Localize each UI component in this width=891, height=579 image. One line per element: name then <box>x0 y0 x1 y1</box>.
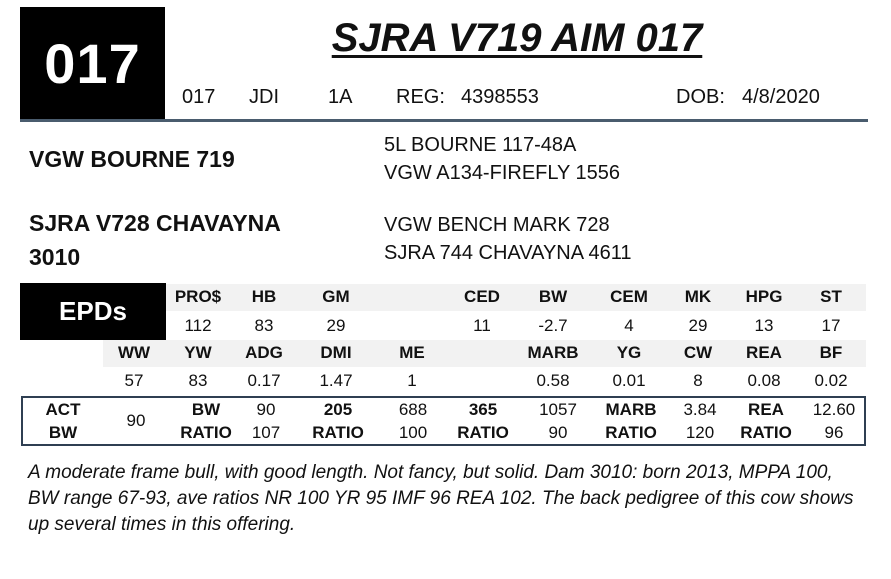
epd-value-hpg: 13 <box>754 316 774 335</box>
act-bw-value: 90 <box>126 411 146 430</box>
epd-header-ced: CED <box>464 287 500 306</box>
ww-ratio: 100 <box>398 423 428 442</box>
dam-name-line2: 3010 <box>29 244 81 270</box>
sire-sire: 5L BOURNE 117-48A <box>384 134 577 156</box>
herd-code: JDI <box>249 86 279 108</box>
ww-value: 688 <box>398 400 428 419</box>
rea-ratio: 96 <box>824 423 844 442</box>
ratio-word-3: RATIO <box>457 423 509 442</box>
epd-label: EPDs <box>20 283 166 340</box>
epd-value-mk: 29 <box>688 316 708 335</box>
epd-header-adg: ADG <box>245 343 283 362</box>
ratio-205-label: 205 <box>323 400 353 419</box>
ratio-word-5: RATIO <box>740 423 792 442</box>
actuals-box <box>21 396 866 446</box>
epd-header-me: ME <box>399 343 425 362</box>
animal-title: SJRA V719 AIM 017 <box>331 16 703 60</box>
dob-value: 4/8/2020 <box>742 86 820 108</box>
act-label: ACT <box>45 400 81 419</box>
dob-label: DOB: <box>676 86 725 108</box>
epd-value-pro: 112 <box>184 316 212 335</box>
epd-value-st: 17 <box>821 316 841 335</box>
epd-header-rea: REA <box>746 343 782 362</box>
ratio-word-1: RATIO <box>180 423 232 442</box>
dam-name-line1: SJRA V728 CHAVAYNA <box>29 210 281 236</box>
epd-header-bf: BF <box>819 343 843 362</box>
ratio-word-4: RATIO <box>605 423 657 442</box>
epd-header-cw: CW <box>683 343 713 362</box>
group-code: 1A <box>328 86 353 108</box>
epd-value-rea: 0.08 <box>747 371 781 390</box>
epd-header-pro: PRO$ <box>174 287 222 306</box>
epd-header-hpg: HPG <box>745 287 783 306</box>
comment-text: A moderate frame bull, with good length. Not fancy, but solid. Dam 3010: born 2013, MPPA 100, BW range 67-93, ave ratios NR 100 YR 95 IMF 96 REA 102. The back pedigree of this cow shows up several times in this offering. <box>28 462 854 535</box>
epd-header-mk: MK <box>684 287 712 306</box>
epd-header-yg: YG <box>616 343 642 362</box>
rea-value: 12.60 <box>812 400 856 419</box>
ratio-rea-label: REA <box>748 400 784 419</box>
reg-number: 4398553 <box>461 86 539 108</box>
bw-ratio: 107 <box>251 423 281 442</box>
epd-header-dmi: DMI <box>320 343 352 362</box>
ratio-marb-label: MARB <box>605 400 657 419</box>
epd-header-st: ST <box>820 287 842 306</box>
header-divider <box>20 119 868 122</box>
bw-value: 90 <box>256 400 276 419</box>
epd-header-yw: YW <box>184 343 212 362</box>
epd-header-marb: MARB <box>527 343 579 362</box>
dam-dam: SJRA 744 CHAVAYNA 4611 <box>384 242 632 264</box>
epd-value-yg: 0.01 <box>612 371 646 390</box>
epd-value-gm: 29 <box>326 316 346 335</box>
marb-value: 3.84 <box>683 400 717 419</box>
epd-value-me: 1 <box>407 371 417 390</box>
epd-header-bw: BW <box>538 287 568 306</box>
sire-name: VGW BOURNE 719 <box>29 146 235 172</box>
epd-value-bw: -2.7 <box>538 316 568 335</box>
act-bw-label: BW <box>48 423 78 442</box>
epd-value-bf: 0.02 <box>814 371 848 390</box>
epd-value-cem: 4 <box>624 316 634 335</box>
tag-number: 017 <box>182 86 216 108</box>
epd-header-cem: CEM <box>610 287 648 306</box>
sire-dam: VGW A134-FIREFLY 1556 <box>384 162 621 184</box>
epd-value-adg: 0.17 <box>247 371 281 390</box>
epd-value-ww: 57 <box>124 371 144 390</box>
dam-sire: VGW BENCH MARK 728 <box>384 214 610 236</box>
epd-header-hb: HB <box>251 287 277 306</box>
marb-ratio: 120 <box>685 423 715 442</box>
epd-value-hb: 83 <box>254 316 274 335</box>
epd-value-dmi: 1.47 <box>319 371 353 390</box>
epd-header-ww: WW <box>117 343 151 362</box>
epd-value-marb: 0.58 <box>536 371 570 390</box>
ratio-bw-label: BW <box>191 400 221 419</box>
lot-number: 017 <box>20 7 165 119</box>
yw-ratio: 90 <box>548 423 568 442</box>
epd-value-yw: 83 <box>188 371 208 390</box>
ratio-word-2: RATIO <box>312 423 364 442</box>
reg-label: REG: <box>396 86 445 108</box>
yw-value: 1057 <box>539 400 577 419</box>
ratio-365-label: 365 <box>468 400 498 419</box>
epd-value-cw: 8 <box>693 371 703 390</box>
epd-header-gm: GM <box>322 287 350 306</box>
epd-value-ced: 11 <box>473 316 491 335</box>
